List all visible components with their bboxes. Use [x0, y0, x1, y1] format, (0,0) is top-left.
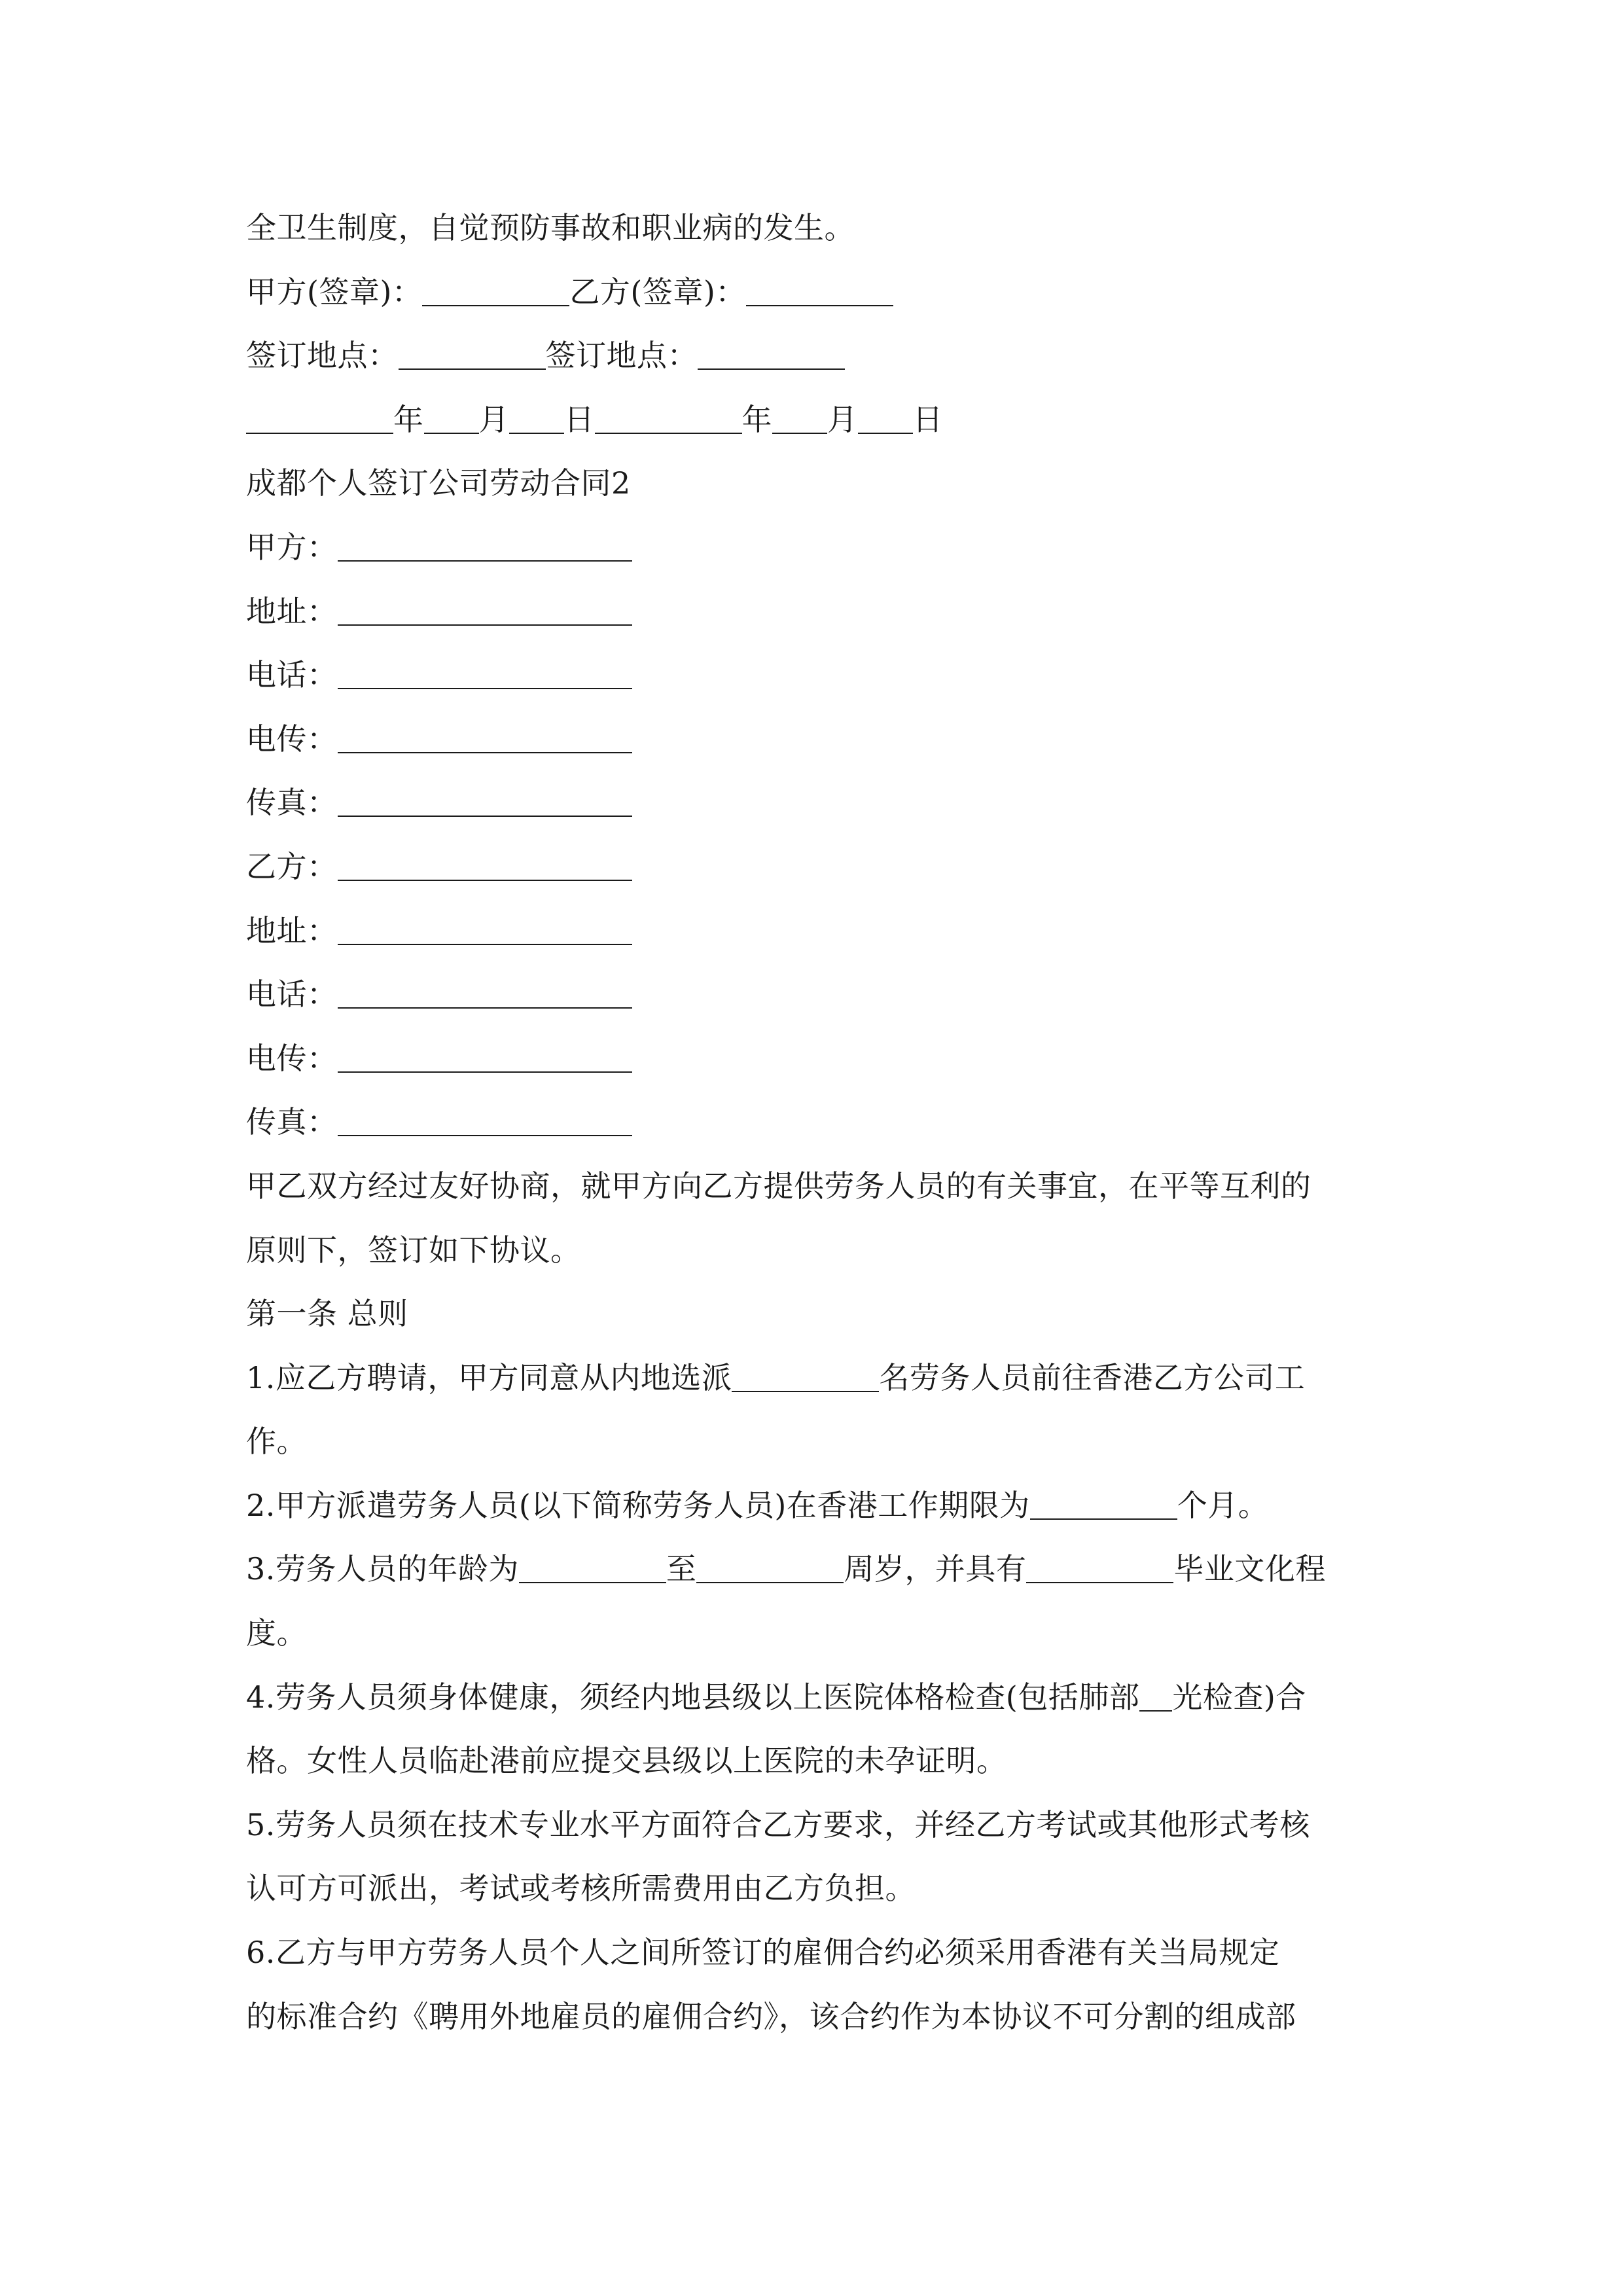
party-b-place-blank: [698, 340, 845, 370]
field-blank: [338, 851, 632, 881]
party-b-signature-label: 乙方(签章)：: [569, 274, 746, 310]
clause-1-line-2: [246, 1410, 1385, 1474]
party-b-phone-line: [246, 963, 1385, 1027]
text: 甲乙双方经过友好协商，就甲方向乙方提供劳务人员的有关事宜，在平等互利的: [246, 1168, 1311, 1204]
month-blank-b: [772, 404, 827, 434]
text: 名劳务人员前往香港乙方公司工: [879, 1359, 1306, 1395]
age-max-blank: [696, 1553, 844, 1583]
year-blank-a: [246, 404, 393, 434]
text: 4.劳务人员须身体健康，须经内地县级以上医院体格检查(包括肺部: [246, 1679, 1140, 1715]
field-blank: [338, 978, 632, 1009]
party-a-signature-label: 甲方(签章)：: [246, 274, 423, 310]
party-a-address-line: [246, 580, 1385, 644]
party-a-telex-line: [246, 708, 1385, 772]
day-blank-a: [509, 404, 564, 434]
field-label: 电话：: [246, 657, 338, 693]
month-label-b: 月: [827, 401, 858, 437]
text: 2.甲方派遣劳务人员(以下简称劳务人员)在香港工作期限为: [246, 1487, 1030, 1523]
party-a-name-line: [246, 516, 1385, 580]
field-label: 电传：: [246, 1040, 338, 1076]
field-label: 地址：: [246, 593, 338, 629]
text: 度。: [246, 1615, 307, 1651]
clause-3-line-2: [246, 1602, 1385, 1666]
text: 周岁，并具有: [844, 1551, 1027, 1587]
field-blank: [338, 596, 632, 626]
intro-paragraph-line-2: [246, 1219, 1385, 1283]
day-label-a: 日: [564, 401, 595, 437]
document-body: [246, 196, 1385, 2049]
text: 5.劳务人员须在技术专业水平方面符合乙方要求，并经乙方考试或其他形式考核: [246, 1806, 1310, 1842]
field-label: 地址：: [246, 912, 338, 948]
text: 光检查)合: [1172, 1679, 1306, 1715]
text: 3.劳务人员的年龄为: [246, 1551, 519, 1587]
clause-3-line-1: [246, 1537, 1385, 1602]
field-label: 电话：: [246, 977, 338, 1013]
clause-5-line-1: [246, 1793, 1385, 1857]
field-label: 电传：: [246, 721, 338, 757]
field-blank: [338, 1043, 632, 1073]
clause-4-line-2: [246, 1729, 1385, 1793]
clause-6-line-2: [246, 1985, 1385, 2049]
year-label-b: 年: [741, 401, 772, 437]
year-blank-b: [595, 404, 742, 434]
party-a-place-label: 签订地点：: [246, 338, 399, 374]
party-b-signature-blank: [746, 276, 893, 306]
clause-4-line-1: [246, 1666, 1385, 1730]
text: 1.应乙方聘请，甲方同意从内地选派: [246, 1359, 732, 1395]
title-text: 成都个人签订公司劳动合同2: [246, 465, 631, 501]
text: 的标准合约《聘用外地雇员的雇佣合约》，该合约作为本协议不可分割的组成部: [246, 1998, 1296, 2034]
text: 至: [666, 1551, 697, 1587]
text: 6.乙方与甲方劳务人员个人之间所签订的雇佣合约必须采用香港有关当局规定: [246, 1935, 1280, 1971]
field-label: 传真：: [246, 1104, 338, 1140]
field-blank: [338, 659, 632, 689]
article-1-heading: [246, 1282, 1385, 1346]
document-title: [246, 452, 1385, 516]
text: 格。女性人员临赴港前应提交县级以上医院的未孕证明。: [246, 1743, 1007, 1779]
clause-2: [246, 1474, 1385, 1538]
field-blank: [338, 1106, 632, 1136]
signing-place-line: [246, 324, 1385, 388]
text: 认可方可派出，考试或考核所需费用由乙方负担。: [246, 1871, 916, 1907]
month-label-a: 月: [478, 401, 509, 437]
term-months-blank: [1030, 1490, 1177, 1520]
text: 原则下，签订如下协议。: [246, 1232, 581, 1268]
party-b-place-label: 签订地点：: [545, 338, 698, 374]
text: 全卫生制度，自觉预防事故和职业病的发生。: [246, 210, 855, 245]
text: 毕业文化程: [1173, 1551, 1326, 1587]
field-blank: [338, 915, 632, 945]
intro-paragraph-line-1: [246, 1155, 1385, 1219]
paragraph-safety: [246, 196, 1385, 260]
age-min-blank: [519, 1553, 666, 1583]
field-label: 乙方：: [246, 848, 338, 884]
party-b-telex-line: [246, 1027, 1385, 1091]
field-blank: [338, 787, 632, 817]
xray-blank: [1139, 1681, 1172, 1712]
education-blank: [1026, 1553, 1173, 1583]
party-a-signature-blank: [422, 276, 569, 306]
heading-text: 第一条 总则: [246, 1296, 408, 1332]
month-blank-a: [424, 404, 479, 434]
party-a-place-blank: [399, 340, 546, 370]
party-b-fax-line: [246, 1090, 1385, 1155]
text: 个月。: [1177, 1487, 1269, 1523]
text: 作。: [246, 1424, 307, 1460]
signature-line: [246, 260, 1385, 325]
year-label-a: 年: [393, 401, 424, 437]
party-b-name-line: [246, 835, 1385, 899]
day-label-b: 日: [912, 401, 943, 437]
field-label: 传真：: [246, 785, 338, 821]
clause-6-line-1: [246, 1921, 1385, 1985]
party-b-address-line: [246, 899, 1385, 963]
worker-count-blank: [732, 1362, 879, 1392]
field-blank: [338, 531, 632, 562]
field-blank: [338, 723, 632, 753]
day-blank-b: [858, 404, 913, 434]
party-a-fax-line: [246, 771, 1385, 835]
date-line: [246, 388, 1385, 452]
field-label: 甲方：: [246, 529, 338, 565]
clause-5-line-2: [246, 1857, 1385, 1921]
party-a-phone-line: [246, 643, 1385, 708]
clause-1-line-1: [246, 1346, 1385, 1410]
